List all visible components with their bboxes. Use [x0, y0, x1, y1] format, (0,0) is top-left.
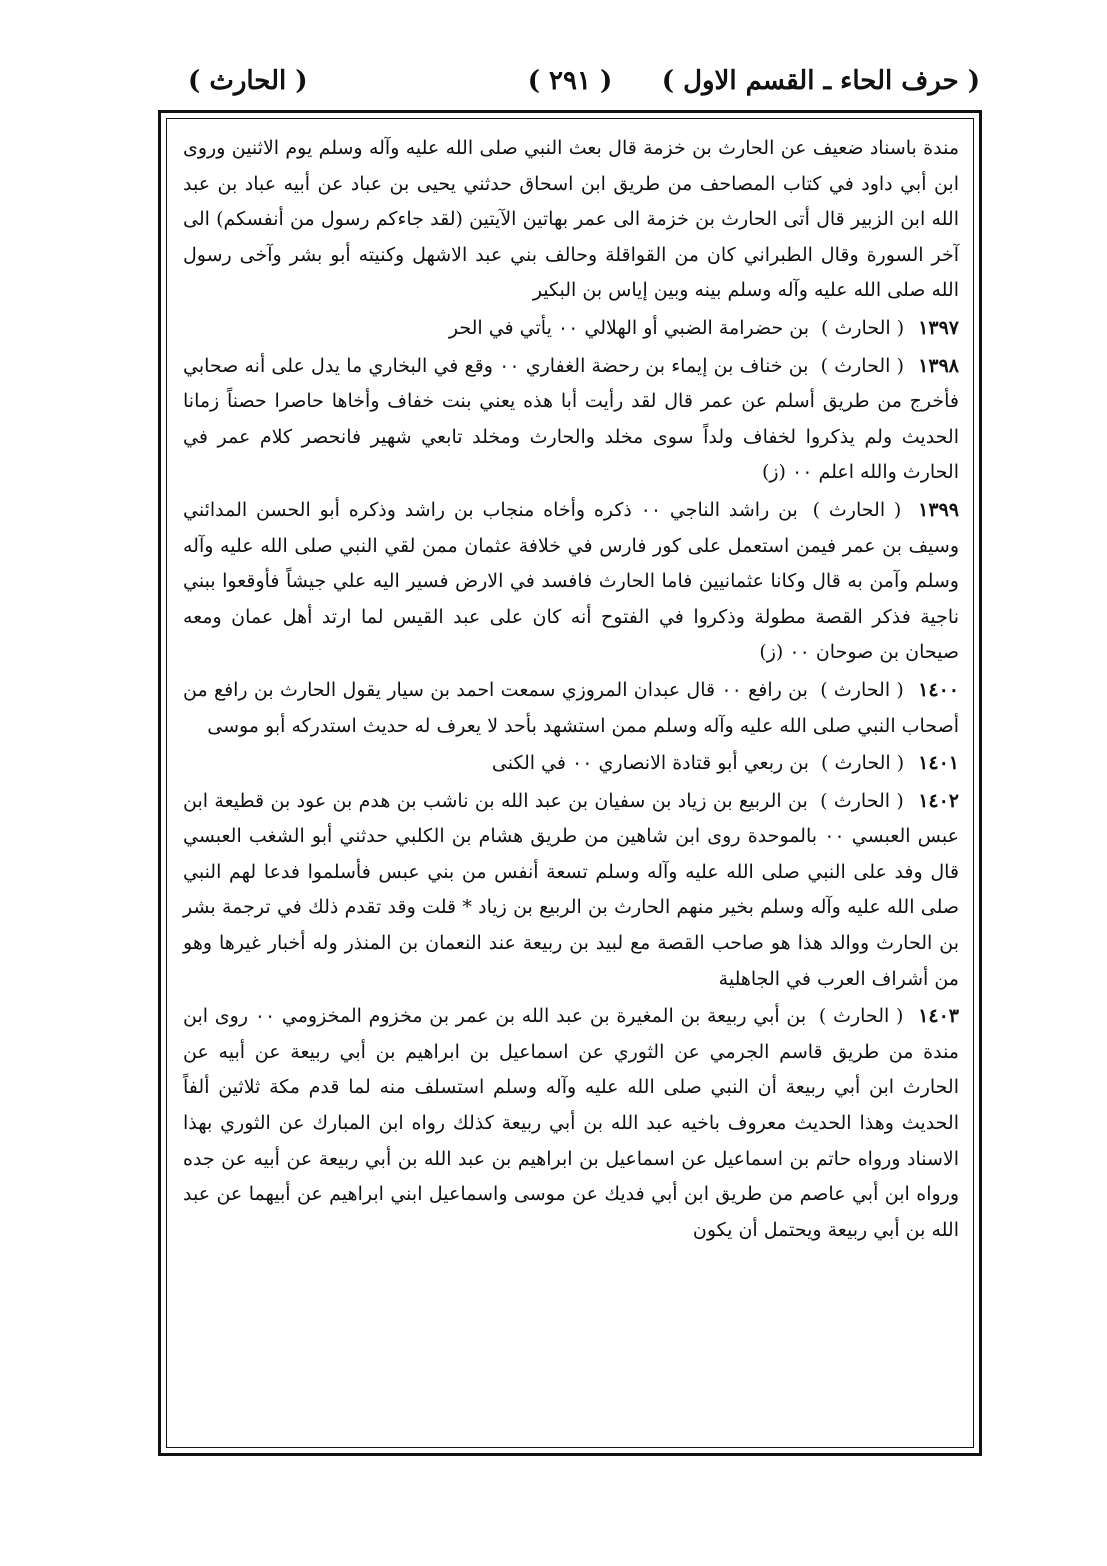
section-title: ( حرف الحاء ـ القسم الاول ) [661, 66, 980, 96]
entry-name: ( الحارث ) [818, 1005, 904, 1028]
entry-text: بن خناف بن إيماء بن رحضة الغفاري ٠٠ وقع في البخاري ما يدل على أنه صحابي فأخرج من طريق أسلم عن عمر قال لقد رأيت أبا هذه يعني بنت خفاف وأخاها حاصرا حصناً زمانا الحديث ولم يذكروا لخفاف ولداً سوى مخلد والحارث ومخلد تابعي شهير فانحصر كلام عمر في الحارث والله اعلم ٠٠ (ز) [183, 354, 960, 484]
entry-number: ١٣٩٧ [918, 316, 959, 339]
entry-number: ١٤٠٠ [918, 678, 959, 701]
entry-name: ( الحارث ) [820, 789, 904, 812]
entry-1397 [183, 311, 959, 347]
entry-1398 [183, 349, 959, 491]
entry-1401 [183, 746, 959, 782]
entry-text: بن ربعي أبو قتادة الانصاري ٠٠ في الكنى [491, 752, 809, 775]
entry-name: ( الحارث ) [821, 752, 905, 775]
running-name: ( الحارث ) [188, 66, 308, 96]
text-body [166, 118, 974, 1448]
entry-text: بن الربيع بن زياد بن سفيان بن عبد الله بن ناشب بن هدم بن عود بن قطيعة ابن عبس العبسي ٠٠ بالموحدة روى ابن شاهين من طريق هشام بن الكلبي حدثني أبو الشغب العبسي قال وفد على النبي صلى الله عليه وآله وسلم تسعة أنفس من بني عبس فأسلموا فدعا لهم النبي صلى الله عليه وآله وسلم بخير منهم الحارث بن الربيع بن زياد * قلت وقد تقدم ذلك في ترجمة بشر بن الحارث ووالد هذا هو صاحب القصة مع لبيد بن ربيعة عند النعمان بن المنذر وله أخبار غيرها وهو من أشراف العرب في الجاهلية [183, 789, 959, 990]
entry-name: ( الحارث ) [820, 678, 904, 701]
entry-number: ١٣٩٨ [918, 354, 959, 377]
entry-text: بن حضرامة الضبي أو الهلالي ٠٠ يأتي في الحر [448, 316, 809, 339]
entry-text: بن رافع ٠٠ قال عبدان المروزي سمعت احمد بن سيار يقول الحارث بن رافع من أصحاب النبي صلى الله عليه وآله وسلم ممن استشهد بأحد لا يعرف له حديث استدركه أبو موسى [183, 678, 959, 737]
entry-number: ١٤٠١ [918, 752, 959, 775]
entry-1403 [183, 999, 959, 1248]
entry-1399 [183, 493, 959, 671]
entry-number: ١٣٩٩ [918, 498, 959, 521]
entry-name: ( الحارث ) [820, 354, 904, 377]
entry-name: ( الحارث ) [812, 498, 902, 521]
entry-1402 [183, 784, 959, 998]
page-header [160, 66, 980, 106]
page-frame [158, 110, 982, 1456]
entry-number: ١٤٠٢ [918, 789, 960, 812]
entry-text: بن راشد الناجي ٠٠ ذكره وأخاه منجاب بن راشد وذكره أبو الحسن المدائني وسيف بن عمر فيمن استعمل على كور فارس في خلافة عثمان ممن لقي النبي صلى الله عليه وآله وسلم وآمن به قال وكانا عثمانيين فاما الحارث فافسد في الارض فسير اليه علي جيشاً فأوقعوا ببني ناجية فذكر القصة مطولة وذكروا في الفتوح أنه كان على عبد القيس لما ارتد أهل عمان ومعه صيحان بن صوحان ٠٠ (ز) [183, 498, 959, 664]
entry-number: ١٤٠٣ [918, 1005, 959, 1028]
page-number: ( ٢٩١ ) [527, 66, 613, 96]
entry-name: ( الحارث ) [821, 316, 905, 339]
entry-text: بن أبي ربيعة بن المغيرة بن عبد الله بن عمر بن مخزوم المخزومي ٠٠ روى ابن مندة من طريق قاسم الجرمي عن الثوري عن اسماعيل بن ابراهيم بن أبي ربيعة عن أبيه عن الحارث ابن أبي ربيعة أن النبي صلى الله عليه وآله وسلم استسلف منه لما قدم مكة ثلاثين ألفاً الحديث وهذا الحديث معروف باخيه عبد الله بن أبي ربيعة كذلك رواه ابن المبارك عن الثوري بهذا الاسناد ورواه حاتم بن اسماعيل عن اسماعيل بن ابراهيم بن عبد الله بن أبي ربيعة عن أبيه عن جده ورواه ابن أبي عاصم من طريق ابن أبي فديك عن موسى واسماعيل ابني ابراهيم عن أبيهما عن عبد الله بن أبي ربيعة ويحتمل أن يكون [183, 1005, 959, 1241]
entry-1400 [183, 673, 959, 744]
intro-paragraph: مندة باسناد ضعيف عن الحارث بن خزمة قال بعث النبي صلى الله عليه وآله وسلم يوم الاثنين وروى ابن أبي داود في كتاب المصاحف من طريق ابن اسحاق حدثني يحيى بن عباد عن أبيه عباد بن عبد الله ابن الزبير قال أتى الحارث بن خزمة الى عمر بهاتين الآيتين (لقد جاءكم رسول من أنفسكم) الى آخر السورة وقال الطبراني كان من القواقلة وحالف بني عبد الاشهل وكنيته أبو بشر وآخى رسول الله صلى الله عليه وآله وسلم بينه وبين إياس بن البكير [183, 137, 960, 302]
